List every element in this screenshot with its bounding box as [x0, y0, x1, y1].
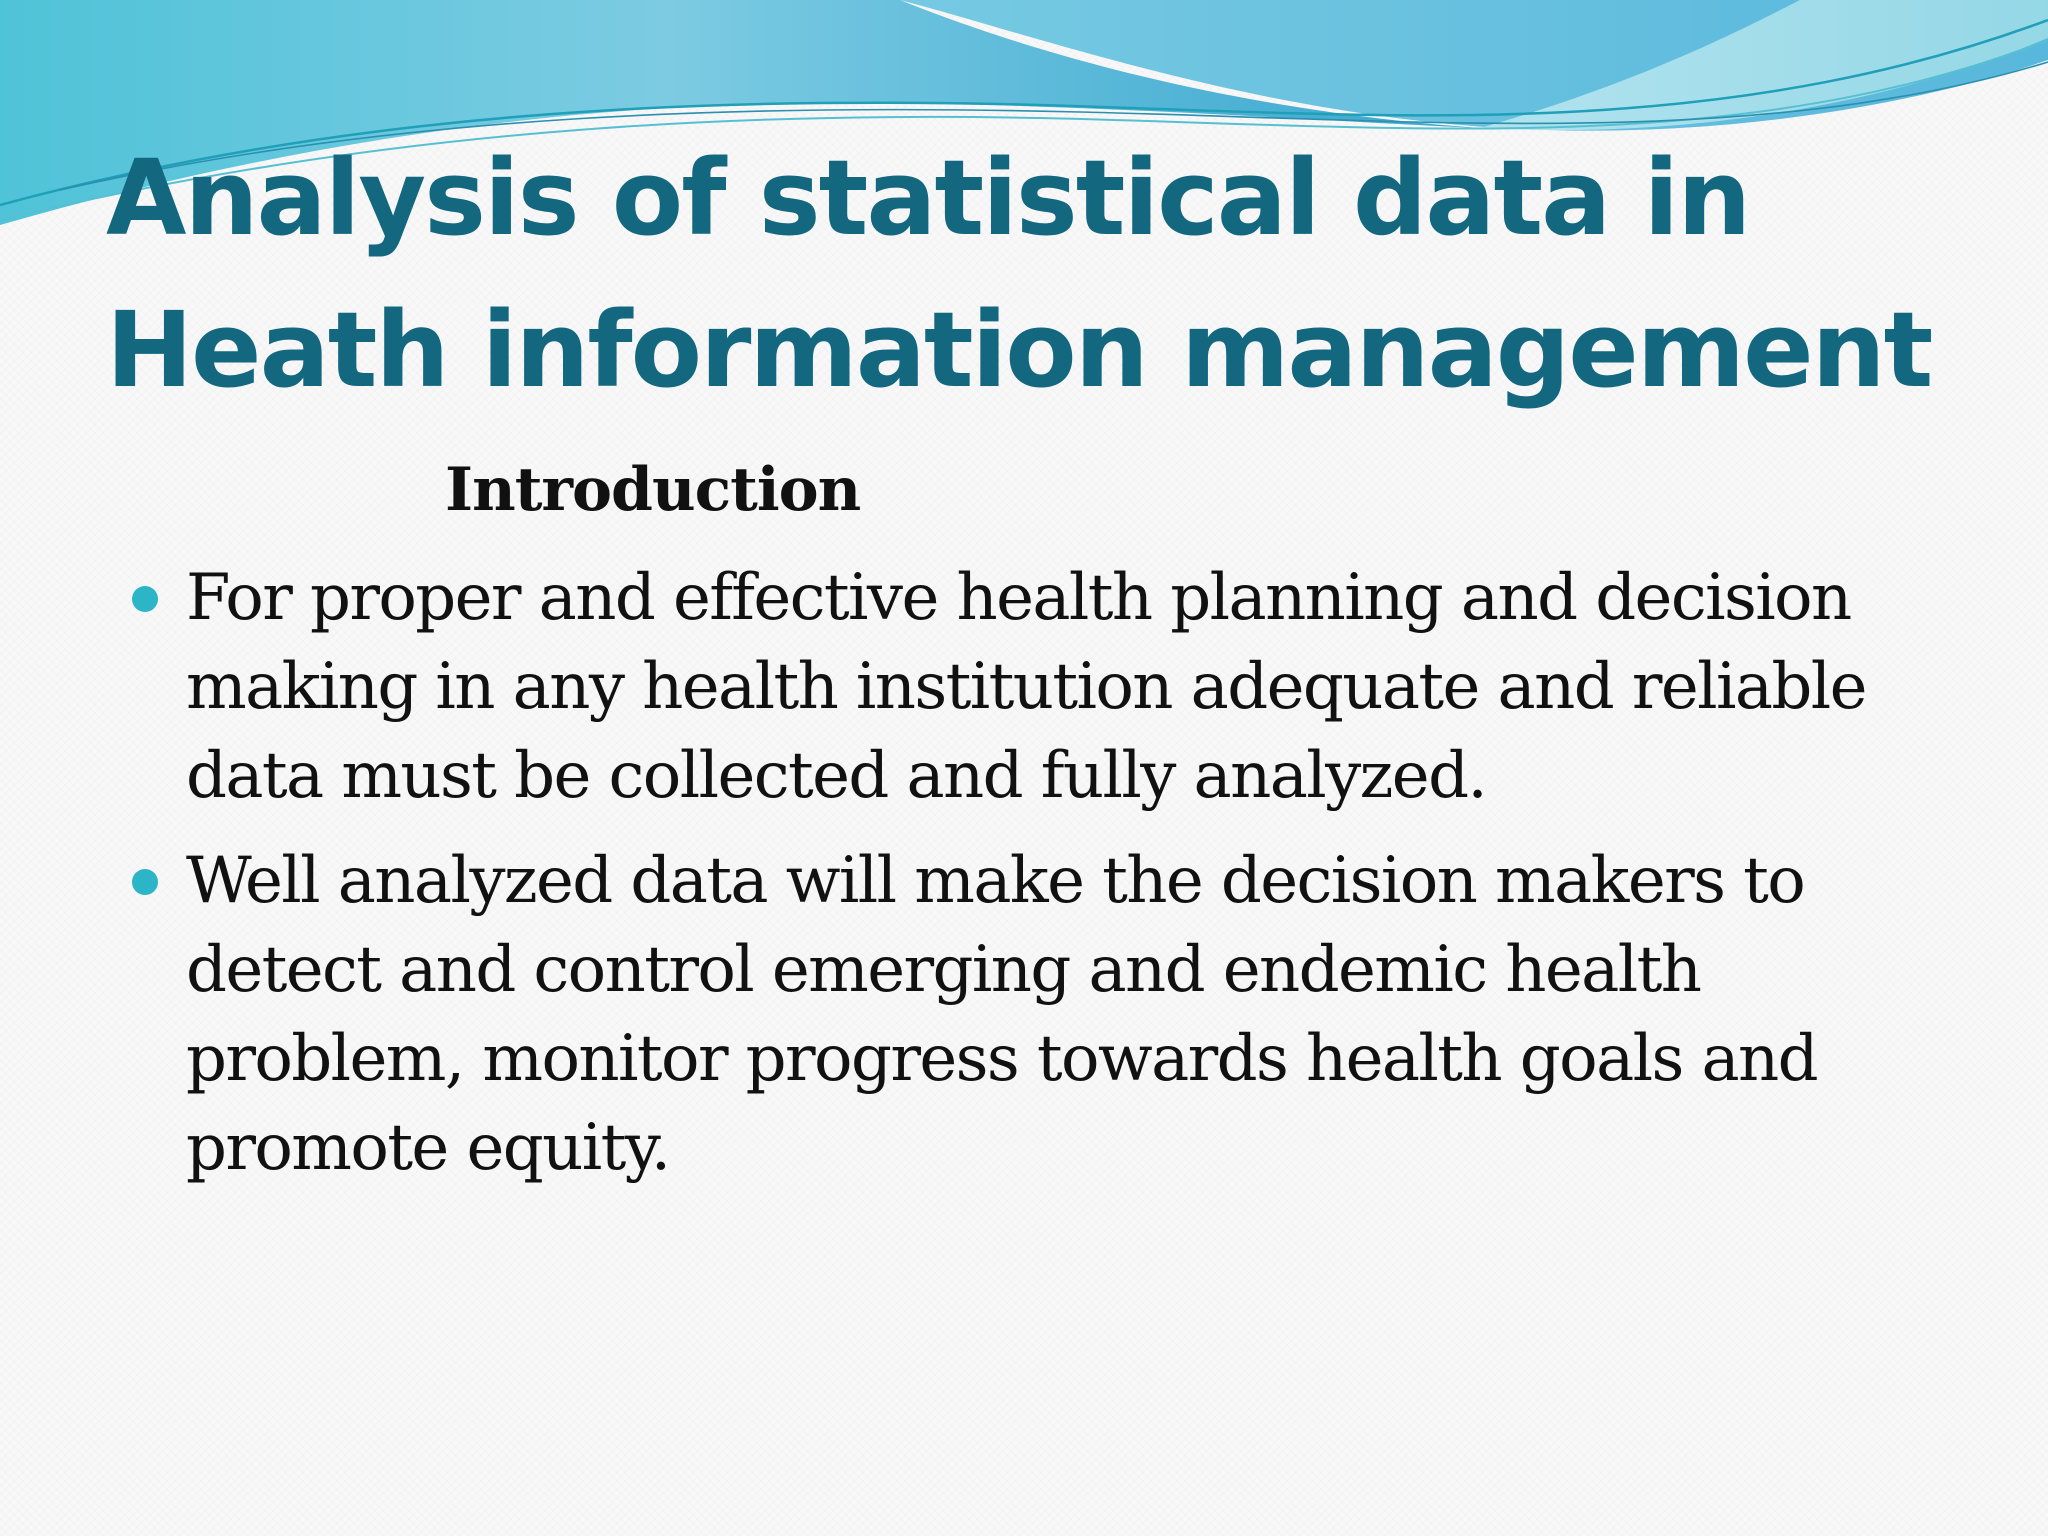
bullet-text-line: Well analyzed data will make the decision makers to [186, 844, 1805, 918]
section-subheading: Introduction [445, 455, 861, 525]
slide-title-line-2: Heath information management [106, 289, 1932, 411]
bullet-text-line: promote equity. [186, 1111, 670, 1185]
bullet-text-line: making in any health institution adequate and reliable [186, 650, 1866, 724]
bullet-text-line: data must be collected and fully analyzed. [186, 739, 1487, 813]
bullet-dot-icon [132, 869, 158, 895]
bullet-item-planning [130, 554, 1950, 821]
bullet-item-analyzed-data [130, 837, 1950, 1193]
slide-title-line-1: Analysis of statistical data in [106, 137, 1750, 259]
bullet-dot-icon [132, 586, 158, 612]
bullet-text-line: For proper and effective health planning and decision [186, 561, 1851, 635]
bullet-text-line: detect and control emerging and endemic health [186, 933, 1701, 1007]
bullet-text-line: problem, monitor progress towards health goals and [186, 1022, 1818, 1096]
slide-title [106, 122, 1986, 426]
bullet-list [130, 554, 1950, 1209]
